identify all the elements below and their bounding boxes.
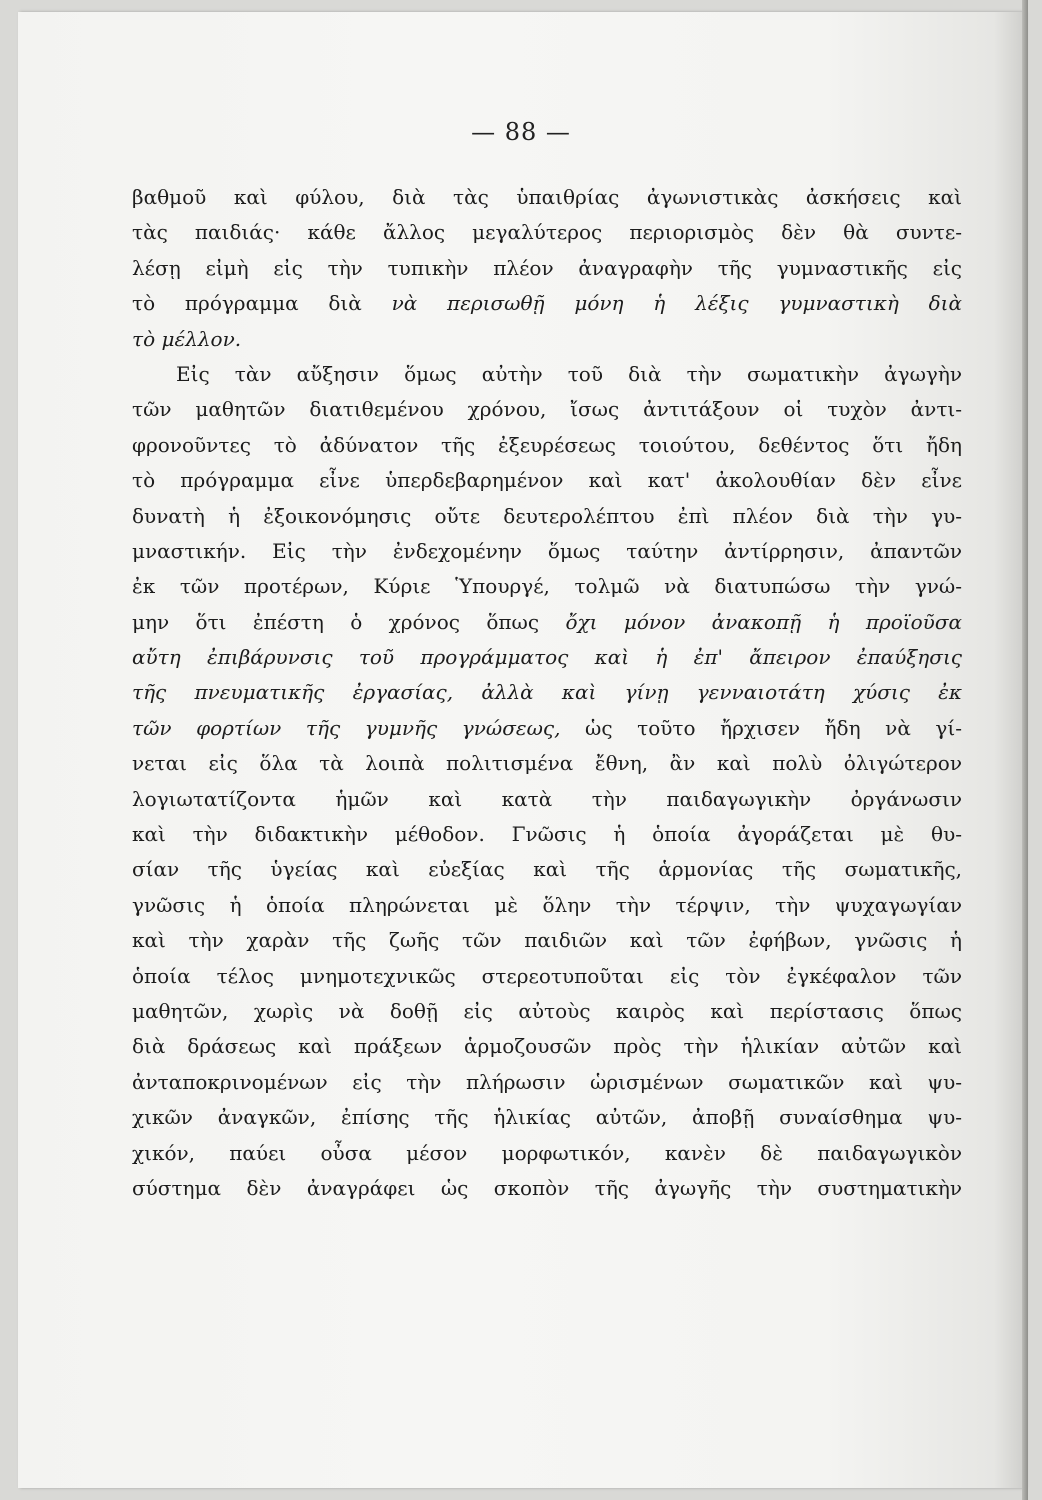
text-line <box>132 711 962 746</box>
text-line <box>132 534 962 569</box>
text-run: γνῶσις ἡ ὁποία πληρώνεται μὲ ὅλην τὴν τέρψιν, τὴν ψυχαγωγίαν <box>132 892 962 917</box>
text-run: λέσῃ εἰμὴ εἰς τὴν τυπικὴν πλέον ἀναγραφὴν τῆς γυμναστικῆς εἰς <box>132 255 962 280</box>
text-line <box>132 180 962 215</box>
text-run: Εἰς τὰν αὔξησιν ὅμως αὐτὴν τοῦ διὰ τὴν σωματικὴν ἀγωγὴν <box>176 361 962 386</box>
text-run: ὡς τοῦτο ἤρχισεν ἤδη νὰ γί- <box>585 715 962 740</box>
body-text <box>132 180 962 1206</box>
text-run: ἀνταποκρινομένων εἰς τὴν πλήρωσιν ὡρισμένων σωματικῶν καὶ ψυ- <box>132 1069 962 1094</box>
text-run: νεται εἰς ὅλα τὰ λοιπὰ πολιτισμένα ἔθνη, ἂν καὶ πολὺ ὀλιγώτερον <box>132 751 962 776</box>
text-line <box>132 215 962 250</box>
text-line <box>132 251 962 286</box>
text-line <box>132 499 962 534</box>
text-line <box>132 1171 962 1206</box>
text-line <box>132 888 962 923</box>
text-line <box>132 923 962 958</box>
text-run: μναστικήν. Εἰς τὴν ἐνδεχομένην ὅμως ταύτην ἀντίρρησιν, ἀπαντῶν <box>132 538 962 563</box>
text-run: χικόν, παύει οὖσα μέσον μορφωτικόν, κανὲν δὲ παιδαγωγικὸν <box>132 1140 962 1165</box>
text-run: τῶν μαθητῶν διατιθεμένου χρόνου, ἴσως ἀντιτάξουν οἱ τυχὸν ἀντι- <box>132 397 962 422</box>
text-line <box>132 605 962 640</box>
text-line <box>132 852 962 887</box>
text-run: μαθητῶν, χωρὶς νὰ δοθῇ εἰς αὐτοὺς καιρὸς καὶ περίστασις ὅπως <box>132 998 962 1023</box>
text-line <box>132 1029 962 1064</box>
italic-text: νὰ περισωθῇ μόνη ἡ λέξις γυμναστικὴ διὰ <box>391 291 962 316</box>
text-line <box>132 675 962 710</box>
text-run: χικῶν ἀναγκῶν, ἐπίσης τῆς ἡλικίας αὐτῶν, ἀποβῇ συναίσθημα ψυ- <box>132 1105 962 1130</box>
text-line <box>132 322 962 357</box>
text-line <box>132 994 962 1029</box>
page-number: — 88 — <box>471 118 571 146</box>
text-run: καὶ τὴν χαρὰν τῆς ζωῆς τῶν παιδιῶν καὶ τῶν ἐφήβων, γνῶσις ἡ <box>132 928 962 953</box>
text-line <box>132 959 962 994</box>
text-run: διὰ δράσεως καὶ πράξεων ἁρμοζουσῶν πρὸς τὴν ἡλικίαν αὐτῶν καὶ <box>132 1034 962 1059</box>
text-line <box>132 392 962 427</box>
text-run: βαθμοῦ καὶ φύλου, διὰ τὰς ὑπαιθρίας ἀγωνιστικὰς ἀσκήσεις καὶ <box>132 185 962 209</box>
page-edge <box>1022 0 1028 1500</box>
italic-text: τῶν φορτίων τῆς γυμνῆς γνώσεως, <box>132 715 586 740</box>
text-line <box>132 357 962 392</box>
text-line <box>132 782 962 817</box>
text-line <box>132 640 962 675</box>
text-line <box>132 569 962 604</box>
text-run: φρονοῦντες τὸ ἀδύνατον τῆς ἐξευρέσεως τοιούτου, δεθέντος ὅτι ἤδη <box>132 432 962 457</box>
text-run: τὰς παιδιάς· κάθε ἄλλος μεγαλύτερος περιορισμὸς δὲν θὰ συντε- <box>132 220 962 245</box>
italic-text: τῆς πνευματικῆς ἐργασίας, ἀλλὰ καὶ γίνῃ γενναιοτάτη χύσις ἐκ <box>132 680 962 705</box>
text-run: τὸ πρόγραμμα εἶνε ὑπερδεβαρημένον καὶ κατ' ἀκολουθίαν δὲν εἶνε <box>132 468 962 493</box>
text-line <box>132 746 962 781</box>
italic-text: αὔτη ἐπιβάρυνσις τοῦ προγράμματος καὶ ἡ ἐπ' ἄπειρον ἐπαύξησις <box>132 645 962 670</box>
text-run: λογιωτατίζοντα ἡμῶν καὶ κατὰ τὴν παιδαγωγικὴν ὀργάνωσιν <box>132 786 962 811</box>
italic-text: τὸ μέλλον. <box>132 326 242 351</box>
text-run: σύστημα δὲν ἀναγράφει ὡς σκοπὸν τῆς ἀγωγῆς τὴν συστηματικὴν <box>132 1175 962 1200</box>
text-line <box>132 817 962 852</box>
text-line <box>132 286 962 321</box>
text-run: σίαν τῆς ὑγείας καὶ εὐεξίας καὶ τῆς ἁρμονίας τῆς σωματικῆς, <box>132 857 962 882</box>
text-run: καὶ τὴν διδακτικὴν μέθοδον. Γνῶσις ἡ ὁποία ἀγοράζεται μὲ θυ- <box>132 822 962 847</box>
text-run: μην ὅτι ἐπέστη ὁ χρόνος ὅπως <box>132 609 566 634</box>
text-line <box>132 1136 962 1171</box>
text-run: ἐκ τῶν προτέρων, Κύριε Ὑπουργέ, τολμῶ νὰ διατυπώσω τὴν γνώ- <box>132 574 962 599</box>
text-run: τὸ πρόγραμμα διὰ <box>132 291 392 316</box>
text-line <box>132 428 962 463</box>
italic-text: ὄχι μόνον ἀνακοπῇ ἡ προϊοῦσα <box>565 609 962 634</box>
text-line <box>132 1065 962 1100</box>
text-run: ὁποία τέλος μνημοτεχνικῶς στερεοτυποῦται εἰς τὸν ἐγκέφαλον τῶν <box>132 963 962 988</box>
text-run: δυνατὴ ἡ ἐξοικονόμησις οὔτε δευτερολέπτου ἐπὶ πλέον διὰ τὴν γυ- <box>132 503 962 528</box>
text-line <box>132 1100 962 1135</box>
text-line <box>132 463 962 498</box>
